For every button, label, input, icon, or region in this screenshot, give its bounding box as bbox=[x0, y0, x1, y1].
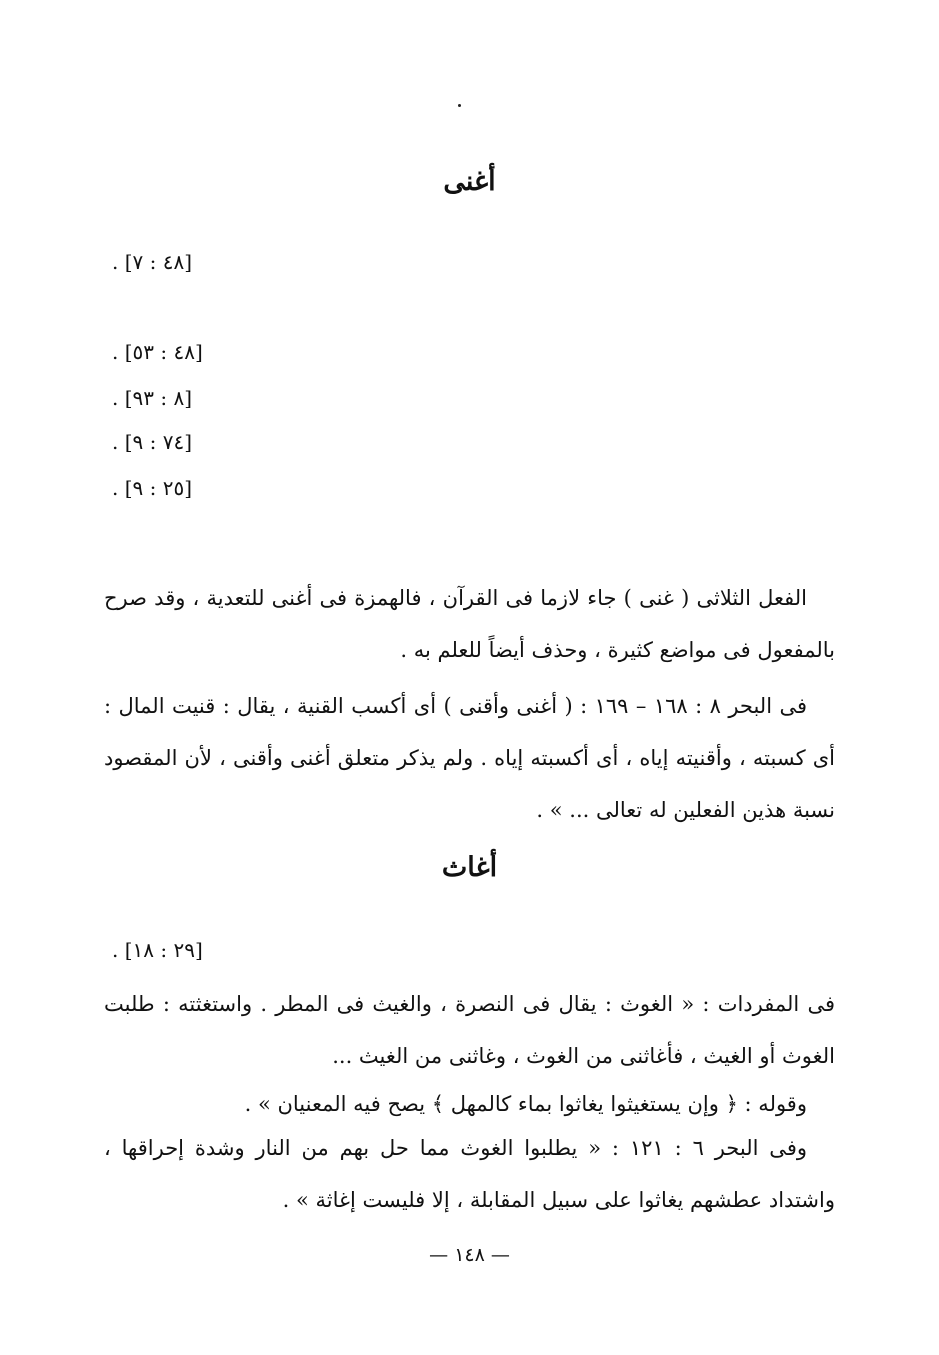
verse-reference: . [٢٩ : ١٨] bbox=[112, 938, 203, 962]
section-heading-aghna: أغنى bbox=[443, 166, 496, 197]
paragraph: فى البحر ٨ : ١٦٨ – ١٦٩ : ( أغنى وأقنى ) أى أكسب القنية ، يقال : قنيت المال : أى كسبته ، وأقنيته إياه ، أى أكسبته إياه . ولم يذكر متعلق أغنى وأقنى ، لأن المقصود نسبة هذين الفعلين له تعالى ... » . bbox=[104, 694, 835, 822]
ink-dot bbox=[458, 104, 461, 107]
paragraph: وفى البحر ٦ : ١٢١ : « يطلبوا الغوث مما حل بهم من النار وشدة إحراقها ، واشتداد عطشهم يغاثوا على سبيل المقابلة ، إلا فليست إغاثة » . bbox=[104, 1136, 835, 1212]
paragraph: الفعل الثلاثى ( غنى ) جاء لازما فى القرآن ، فالهمزة فى أغنى للتعدية ، وقد صرح بالمفعول فى مواضع كثيرة ، وحذف أيضاً للعلم به . bbox=[104, 586, 835, 662]
verse-reference: . [٧٤ : ٩] bbox=[112, 430, 193, 454]
verse-reference: . [٤٨ : ٧] bbox=[112, 250, 193, 274]
verse-reference: . [٨ : ٩٣] bbox=[112, 386, 193, 410]
verse-reference: . [٢٥ : ٩] bbox=[112, 476, 193, 500]
paragraph: وقوله : ﴿ وإن يستغيثوا يغاثوا بماء كالمهل ﴾ يصح فيه المعنيان » . bbox=[244, 1092, 807, 1116]
verse-reference: . [٤٨ : ٥٣] bbox=[112, 340, 203, 364]
paragraph: فى المفردات : « الغوث : يقال فى النصرة ، والغيث فى المطر . واستغثته : طلبت الغوث أو الغيث ، فأغاثنى من الغوث ، وغاثنى من الغيث ... bbox=[104, 992, 835, 1068]
page-number: — ١٤٨ — bbox=[429, 1244, 510, 1266]
section-heading-aghath: أغاث bbox=[441, 852, 498, 883]
